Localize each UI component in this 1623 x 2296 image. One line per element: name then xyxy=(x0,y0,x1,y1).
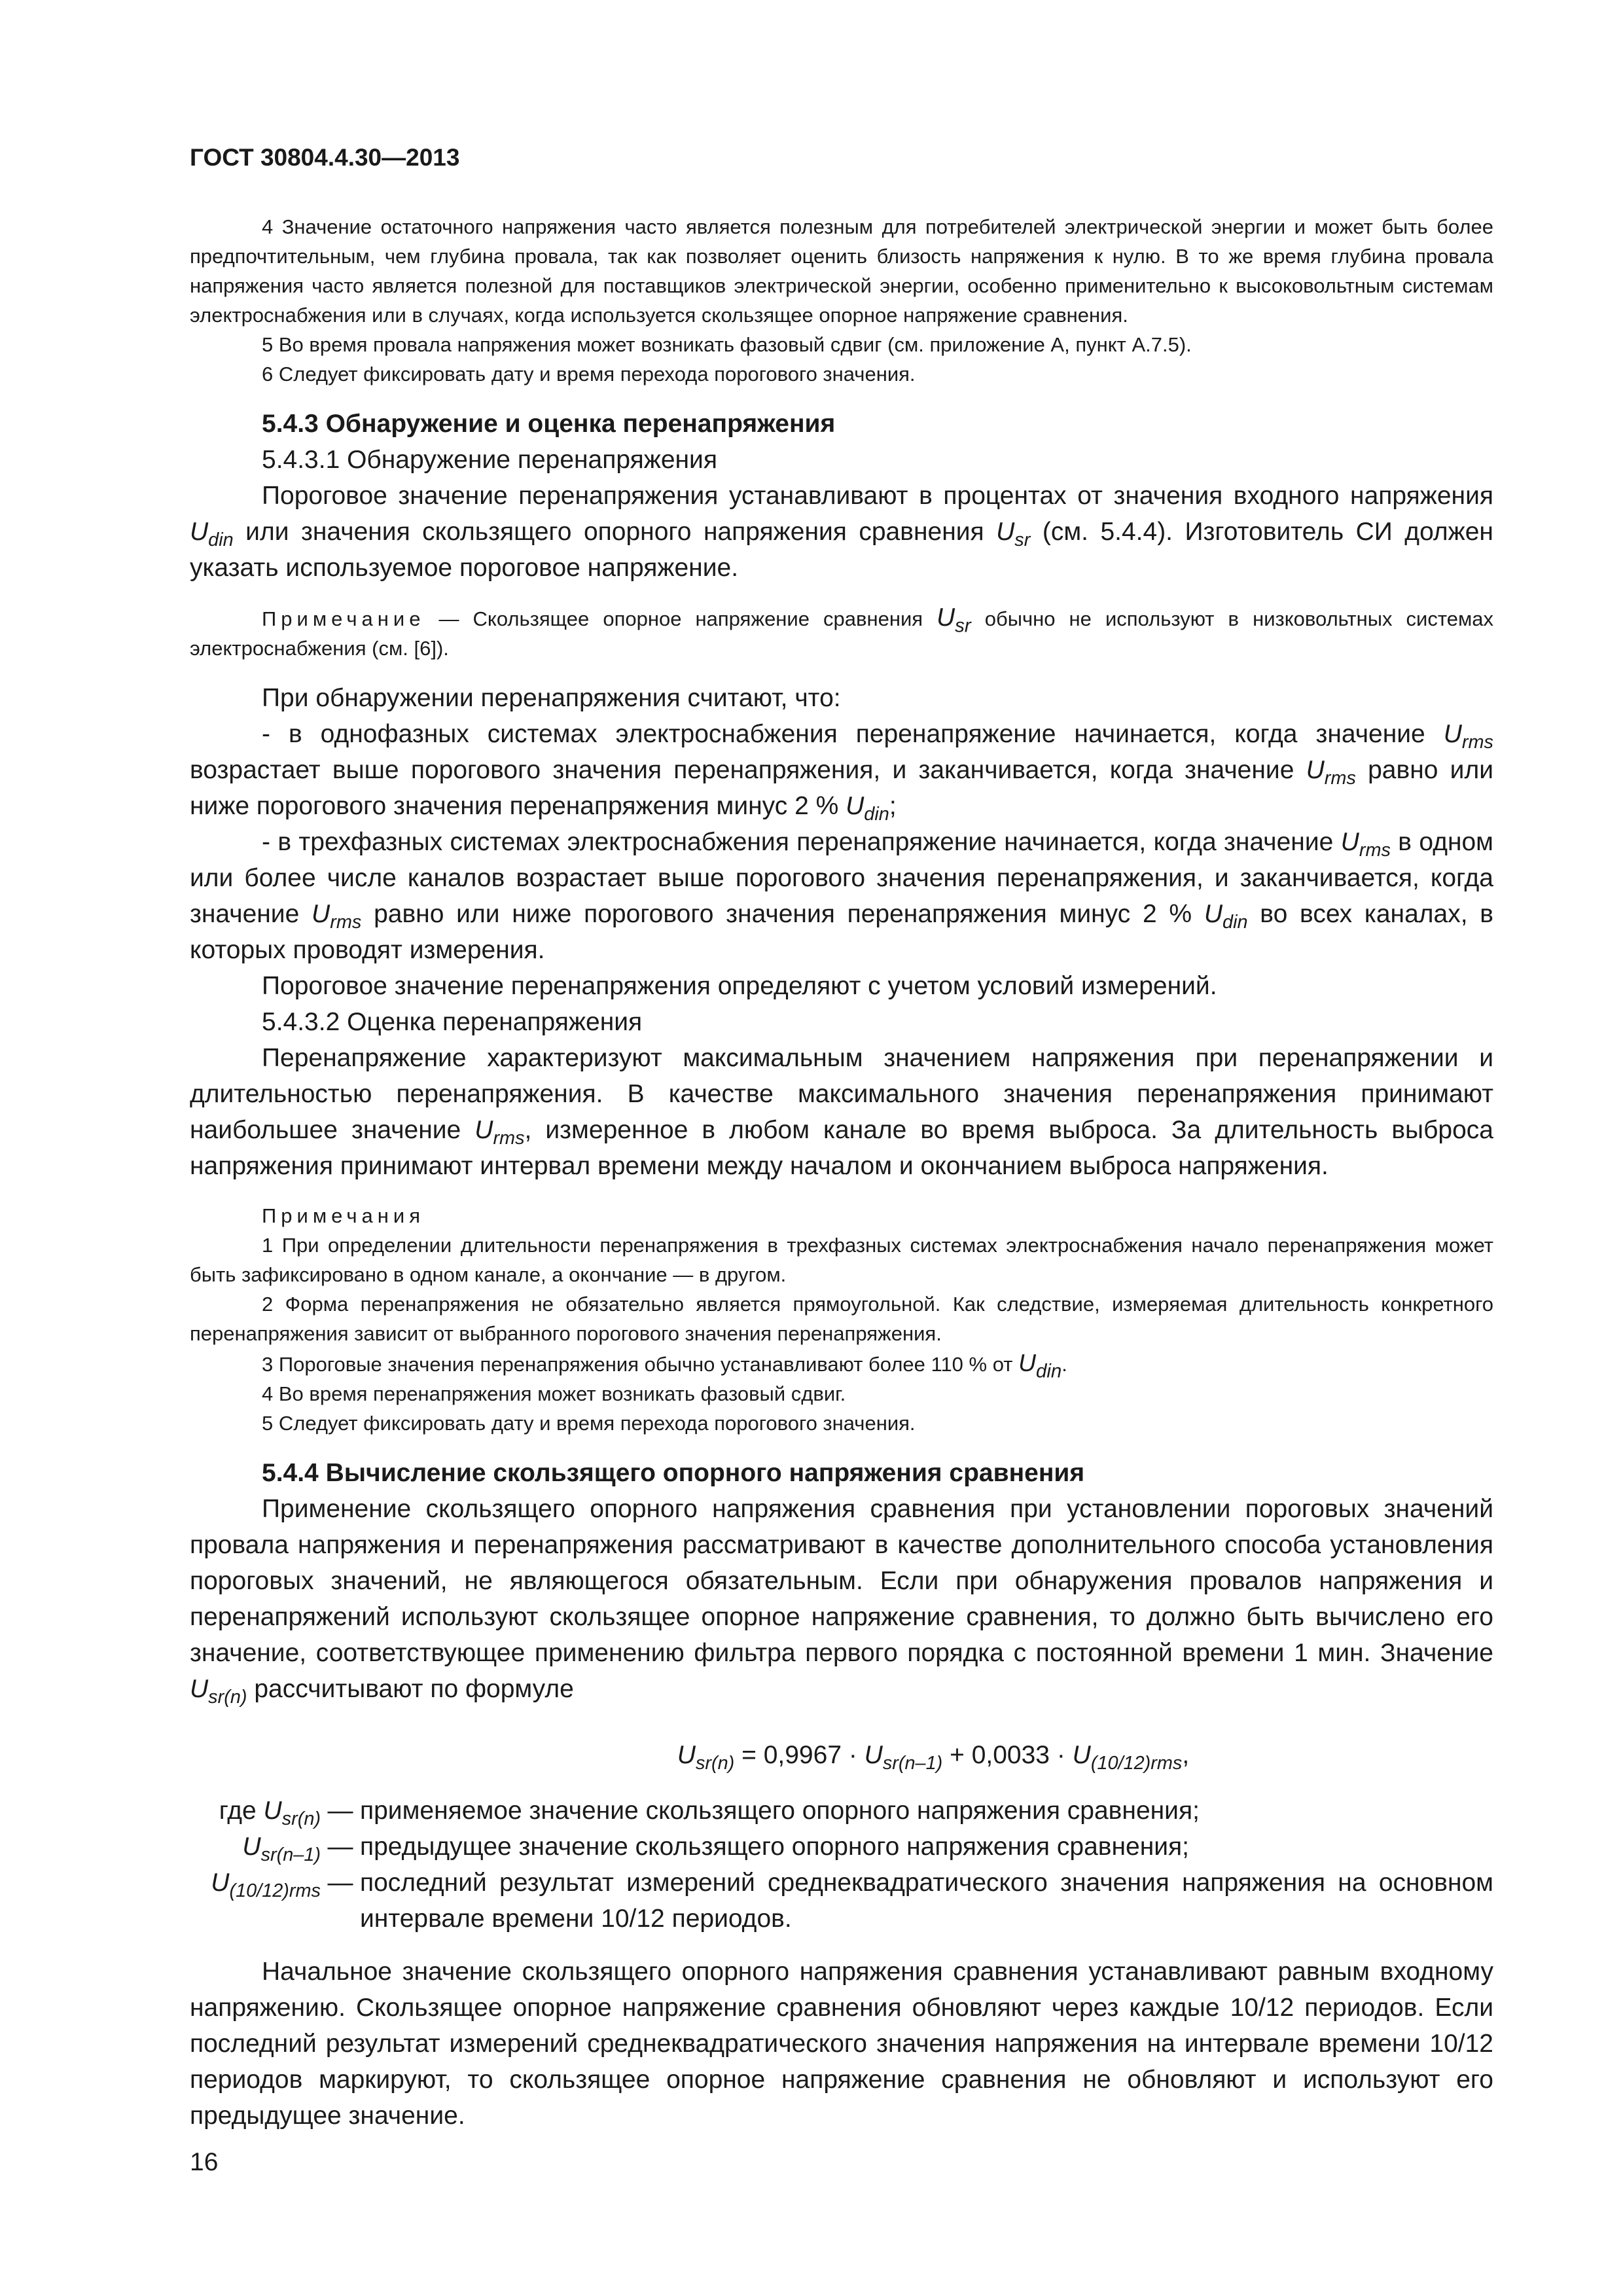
bullet-three-phase: - в трехфазных системах электроснабжения перенапряжение начинается, когда значение $U_{rms}$ в одном или более числе каналов возрастает выше порогового значения перенапряжения, и заканчивается, когда значение $U_{rms}$ равно или ниже порогового значения перенапряжения минус 2 % $U_{din}$ во всех каналах, в которых проводят измерения. xyxy=(190,828,1494,964)
where-row-u1012: $U_{(10/12)rms}$ — последний результат измерений среднеквадратического значения напряжения на основном интервале времени 10/12 периодов. xyxy=(211,1869,1493,1933)
section-5-4-3-heading: 5.4.3 Обнаружение и оценка перенапряжения xyxy=(262,410,836,438)
note-item-4: 4 Во время перенапряжения может возникать фазовый сдвиг. xyxy=(262,1382,846,1405)
note-5: 5 Во время провала напряжения может возникать фазовый сдвиг (см. приложение А, пункт А.7.5). xyxy=(262,333,1192,356)
paragraph-initial-value: Начальное значение скользящего опорного напряжения сравнения устанавливают равным входному напряжению. Скользящее опорное напряжение сравнения обновляют через каждые 10/12 периодов. Если последний результат измерений среднеквадратического значения напряжения на интервале времени 10/12 периодов маркируют, то скользящее опорное напряжение сравнения не обновляют и используют его предыдущее значение. xyxy=(190,1958,1493,2130)
formula-usr: $U_{sr(n)} = 0,9967 \cdot U_{sr(n-1)} + 0,0033 \cdot U_{(10/12)rms}$, xyxy=(677,1741,1190,1774)
note-4: 4 Значение остаточного напряжения часто является полезным для потребителей электрической энергии и может быть более предпочтительным, чем глубина провала, так как позволяет оценить близость напряжения к нулю. В то же время глубина провала напряжения часто является полезной для поставщиков электрической энергии, особенно применительно к высоковольтным системам электроснабжения или в случаях, когда используется скользящее опорное напряжение сравнения. xyxy=(190,215,1493,327)
section-5-4-4-heading: 5.4.4 Вычисление скользящего опорного напряжения сравнения xyxy=(262,1459,1085,1487)
paragraph-threshold-conditions: Пороговое значение перенапряжения определяют с учетом условий измерений. xyxy=(262,972,1217,1000)
note-item-3: 3 Пороговые значения перенапряжения обычно устанавливают более 110 % от Udin. xyxy=(262,1349,1067,1382)
document-header: ГОСТ 30804.4.30—2013 xyxy=(190,144,460,171)
page-number: 16 xyxy=(190,2148,219,2176)
note-item-1: 1 При определении длительности перенапряжения в трехфазных системах электроснабжения начало перенапряжения может быть зафиксировано в одном канале, а окончание — в другом. xyxy=(190,1234,1493,1286)
note-sliding-reference: Примечание — Скользящее опорное напряжение сравнения Usr обычно не используют в низковольтных системах электроснабжения (см. [6]). xyxy=(190,603,1493,660)
document-page xyxy=(190,144,1493,2177)
where-row-usr-n: где $U_{sr(n)}$ — применяемое значение скользящего опорного напряжения сравнения; xyxy=(219,1797,1200,1830)
note-6: 6 Следует фиксировать дату и время перехода порогового значения. xyxy=(262,363,916,386)
where-definitions xyxy=(190,1793,1493,1937)
subsection-5-4-3-1-heading: 5.4.3.1 Обнаружение перенапряжения xyxy=(262,446,717,474)
notes-label: Примечания xyxy=(262,1204,425,1227)
subsection-5-4-3-2-heading: 5.4.3.2 Оценка перенапряжения xyxy=(262,1008,643,1036)
note-item-5: 5 Следует фиксировать дату и время перехода порогового значения. xyxy=(262,1412,916,1435)
bullet-single-phase: - в однофазных системах электроснабжения перенапряжение начинается, когда значение $U_{rms}$ возрастает выше порогового значения перенапряжения, и заканчивается, когда значение $U_{rms}$ равно или ниже порогового значения перенапряжения минус 2 % $U_{din}$; xyxy=(190,720,1493,825)
paragraph-overvoltage-evaluation: Перенапряжение характеризуют максимальным значением напряжения при перенапряжении и длительностью перенапряжения. В качестве максимального значения перенапряжения принимают наибольшее значение $U_{rms}$, измеренное в любом канале во время выброса. За длительность выброса напряжения принимают интервал времени между началом и окончанием выброса напряжения. xyxy=(190,1044,1493,1180)
paragraph-threshold: Пороговое значение перенапряжения устанавливают в процентах от значения входного напряжения $U_{din}$ или значения скользящего опорного напряжения сравнения $U_{sr}$ (см. 5.4.4). Изготовитель СИ должен указать используемое пороговое напряжение. xyxy=(190,482,1493,582)
paragraph-sliding-reference: Применение скользящего опорного напряжения сравнения при установлении пороговых значений провала напряжения и перенапряжения рассматривают в качестве дополнительного способа установления пороговых значений, не являющегося обязательным. Если при обнаружения провалов напряжения и перенапряжений используют скользящее опорное напряжение сравнения, то должно быть вычислено его значение, соответствующее применению фильтра первого порядка с постоянной времени 1 мин. Значение $U_{sr(n)}$ рассчитывают по формуле xyxy=(190,1495,1493,1708)
paragraph-detection-intro: При обнаружении перенапряжения считают, что: xyxy=(262,684,841,712)
where-row-usr-n1: $U_{sr(n-1)}$ — предыдущее значение скользящего опорного напряжения сравнения; xyxy=(242,1833,1189,1866)
note-item-2: 2 Форма перенапряжения не обязательно является прямоугольной. Как следствие, измеряемая длительность конкретного перенапряжения зависит от выбранного порогового значения перенапряжения. xyxy=(190,1293,1493,1345)
